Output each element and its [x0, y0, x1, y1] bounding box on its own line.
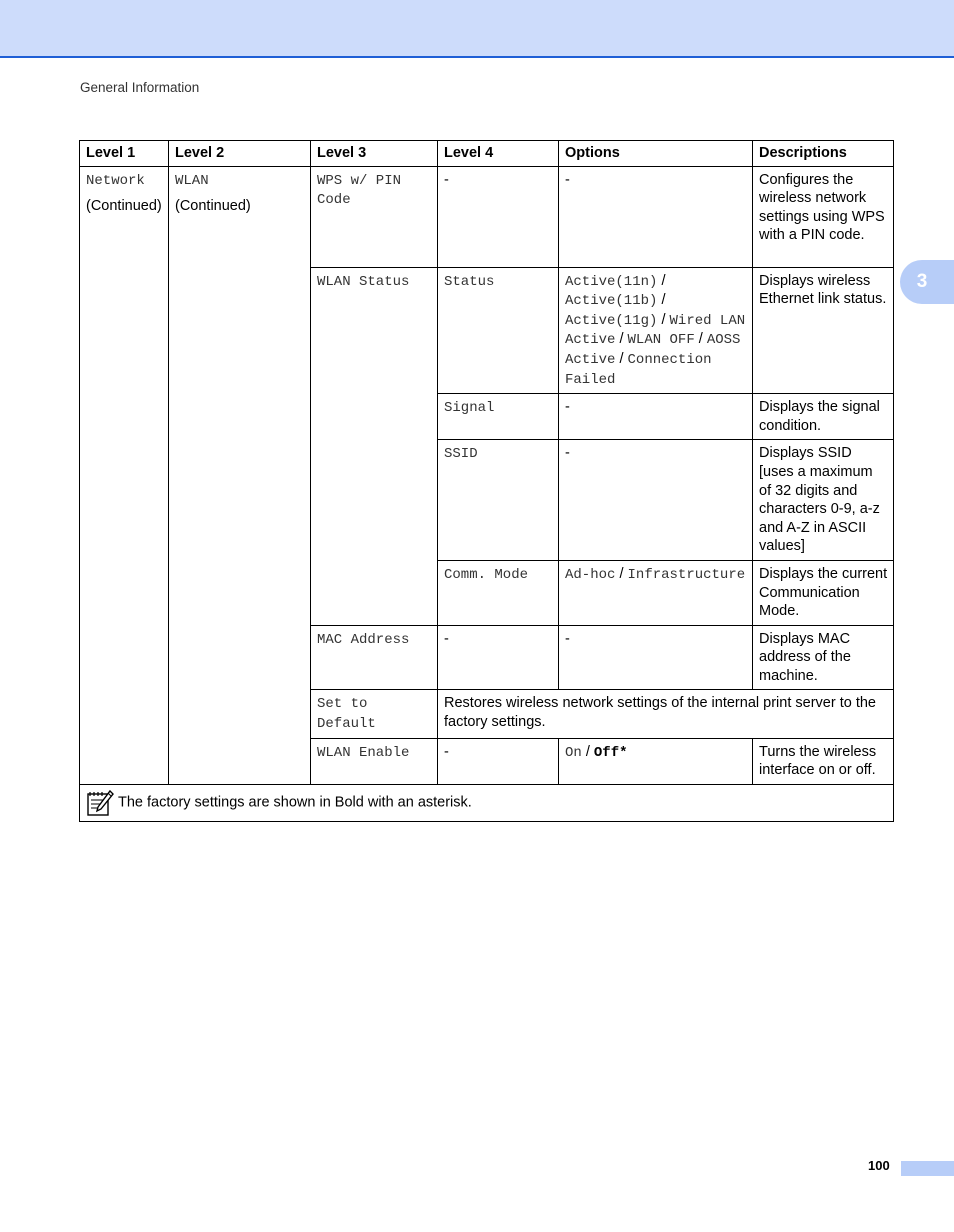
option-separator: /: [661, 292, 666, 309]
level3-value: Set to Default: [317, 696, 376, 733]
options-cell: [559, 560, 753, 625]
level4-cell: [438, 560, 559, 625]
level3-cell: [311, 738, 438, 784]
chapter-tab[interactable]: [900, 260, 954, 304]
option-value: Ad-hoc: [565, 566, 616, 583]
col-level1-header: Level 1: [80, 141, 169, 167]
option-separator: /: [585, 743, 590, 760]
level1-value: Network: [86, 172, 145, 189]
option-separator: /: [619, 565, 624, 582]
option-value: Active(11n): [565, 273, 658, 290]
option-separator: /: [661, 311, 666, 328]
top-header-band: [0, 0, 954, 58]
options-cell: [559, 267, 753, 394]
level3-value: WLAN Status: [317, 273, 410, 290]
option-separator: /: [619, 350, 624, 367]
level3-cell: [311, 625, 438, 690]
option-separator: /: [661, 272, 666, 289]
col-options-header: Options: [559, 141, 753, 167]
level4-cell: [438, 394, 559, 440]
description-cell: Configures the wireless network settings using WPS with a PIN code.: [753, 166, 894, 267]
level3-cell: [311, 267, 438, 625]
level3-value: WLAN Enable: [317, 744, 410, 761]
footer-bar: [901, 1161, 954, 1176]
option-value: Connection Failed: [565, 351, 712, 388]
level2-value: WLAN: [175, 172, 209, 189]
table-row: [80, 166, 894, 267]
option-value: Active(11g): [565, 312, 658, 329]
options-cell: [559, 738, 753, 784]
level4-value: Status: [444, 273, 495, 290]
level4-cell: [438, 267, 559, 394]
description-cell: Displays the signal condition.: [753, 394, 894, 440]
level4-cell: -: [438, 166, 559, 267]
option-value: Wired LAN Active: [565, 312, 746, 349]
level2-continued: (Continued): [175, 198, 251, 215]
options-cell: -: [559, 166, 753, 267]
note-pencil-icon: [86, 789, 114, 817]
option-value: Active(11b): [565, 293, 658, 310]
note-text: The factory settings are shown in Bold with an asterisk.: [118, 794, 472, 811]
options-cell: -: [559, 625, 753, 690]
level4-cell: -: [438, 625, 559, 690]
settings-table: [79, 140, 894, 822]
level3-value: MAC Address: [317, 631, 410, 648]
options-cell: -: [559, 394, 753, 440]
level3-value: WPS w/ PIN Code: [317, 172, 402, 209]
level3-cell: [311, 690, 438, 738]
option-value: AOSS Active: [565, 332, 741, 368]
option-separator: /: [698, 331, 703, 348]
col-level4-header: Level 4: [438, 141, 559, 167]
description-cell: Turns the wireless interface on or off.: [753, 738, 894, 784]
level4-cell: [438, 440, 559, 561]
col-level3-header: Level 3: [311, 141, 438, 167]
option-value: WLAN OFF: [627, 332, 695, 349]
level1-cell: [80, 166, 169, 784]
options-cell: -: [559, 440, 753, 561]
level2-cell: [169, 166, 311, 784]
level4-value: Signal: [444, 400, 495, 417]
note-row: [80, 784, 894, 821]
chapter-number: 3: [916, 271, 928, 292]
level3-cell: [311, 166, 438, 267]
option-value: Infrastructure: [627, 566, 746, 583]
description-cell: Displays wireless Ethernet link status.: [753, 267, 894, 394]
level4-value: SSID: [444, 446, 478, 463]
level4-cell: -: [438, 738, 559, 784]
note-cell: [80, 784, 894, 821]
description-cell: Displays the current Communication Mode.: [753, 560, 894, 625]
table-header-row: [80, 141, 894, 167]
option-separator: /: [619, 331, 624, 348]
description-cell: Displays MAC address of the machine.: [753, 625, 894, 690]
col-descriptions-header: Descriptions: [753, 141, 894, 167]
level4-value: Comm. Mode: [444, 566, 529, 583]
page-number: 100: [868, 1158, 890, 1173]
section-header: General Information: [80, 80, 200, 95]
description-cell: Restores wireless network settings of the internal print server to the factory settings.: [438, 690, 894, 738]
level1-continued: (Continued): [86, 198, 162, 215]
option-value: On: [565, 744, 582, 761]
description-cell: Displays SSID [uses a maximum of 32 digits and characters 0-9, a-z and A-Z in ASCII values]: [753, 440, 894, 561]
option-default-value: Off*: [593, 744, 628, 761]
col-level2-header: Level 2: [169, 141, 311, 167]
